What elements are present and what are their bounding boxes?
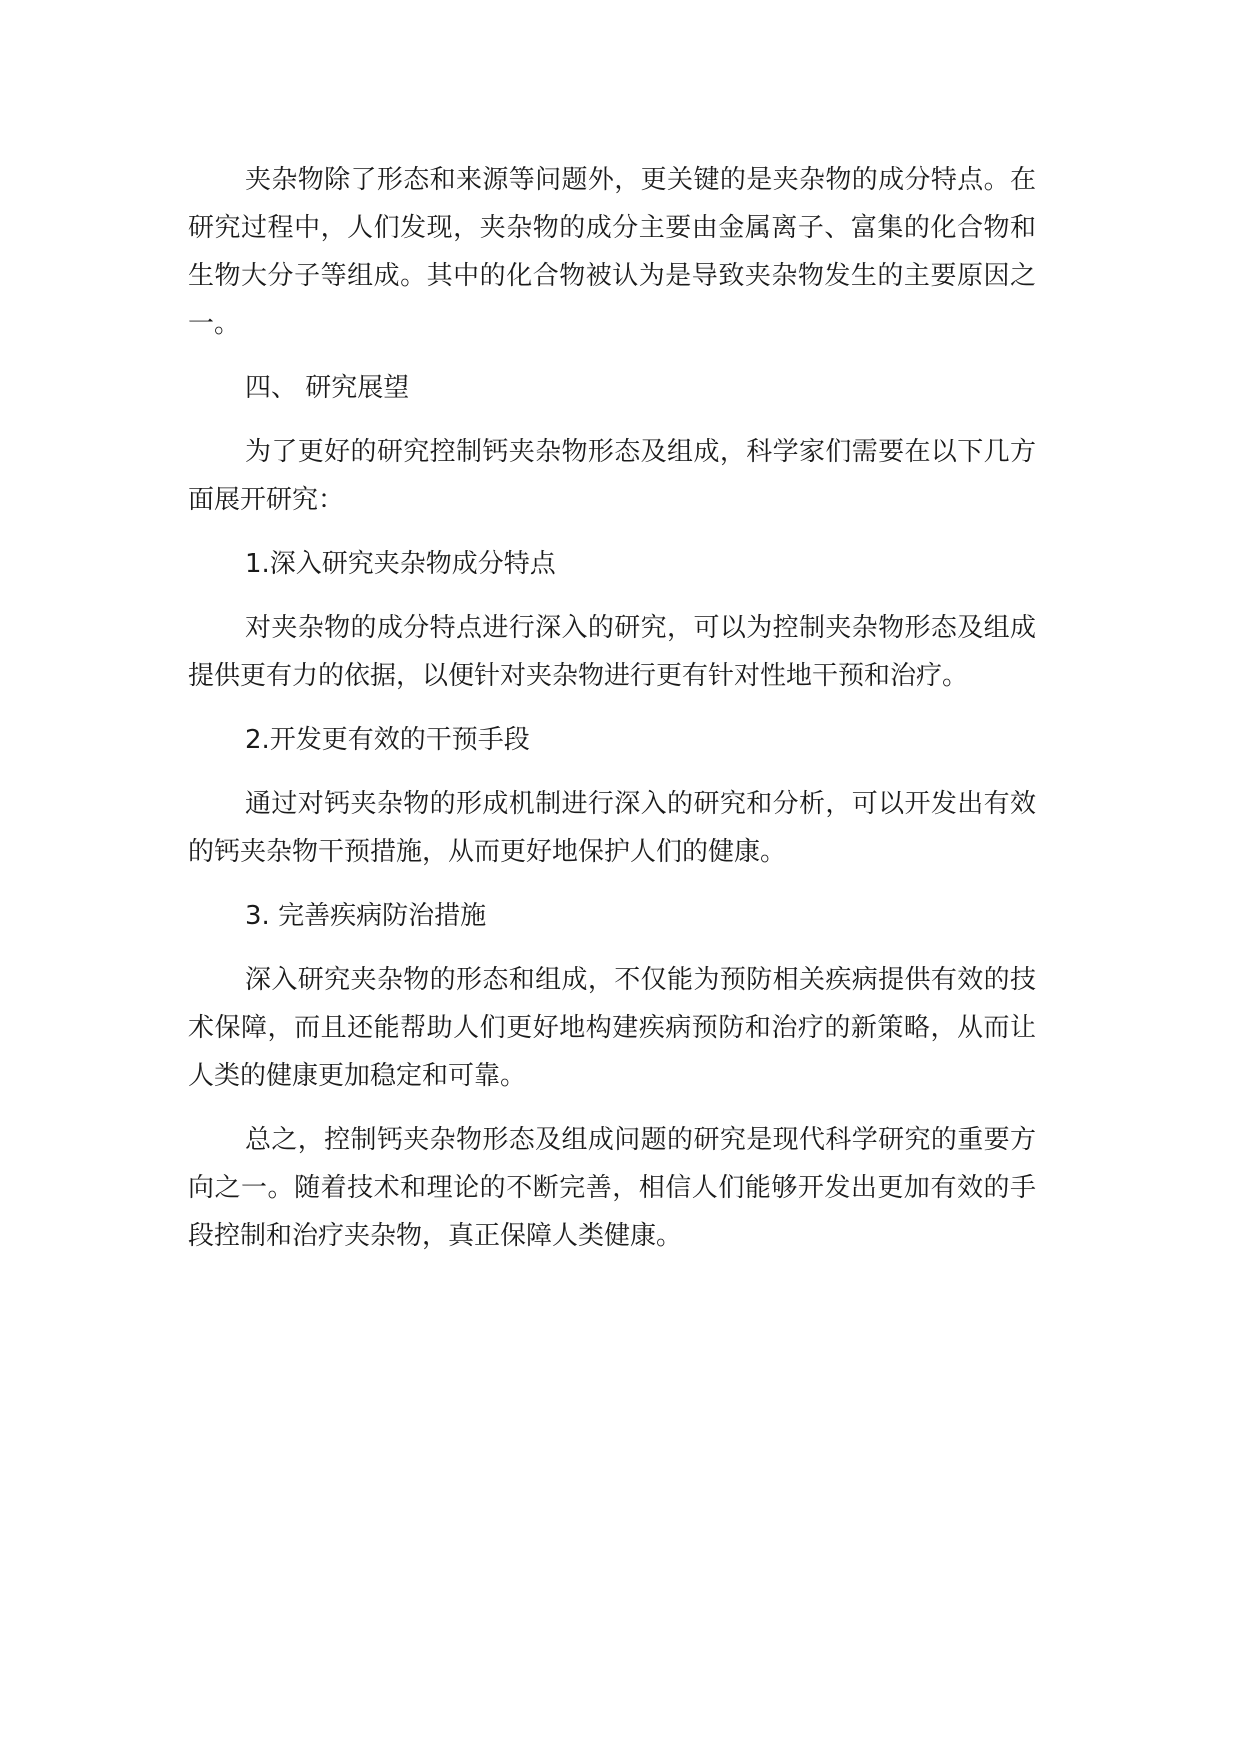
paragraph-composition: 夹杂物除了形态和来源等问题外，更关键的是夹杂物的成分特点。在研究过程中，人们发现，夹杂物的成分主要由金属离子、富集的化合物和生物大分子等组成。其中的化合物被认为是导致夹杂物发生的主要原因之一。 bbox=[188, 165, 1036, 339]
subheading-1: 1.深入研究夹杂物成分特点 bbox=[245, 549, 556, 579]
subheading-3: 3. 完善疾病防治措施 bbox=[245, 901, 487, 931]
subheading-2: 2.开发更有效的干预手段 bbox=[245, 725, 530, 755]
paragraph-1: 对夹杂物的成分特点进行深入的研究，可以为控制夹杂物形态及组成提供更有力的依据，以便针对夹杂物进行更有针对性地干预和治疗。 bbox=[188, 613, 1036, 691]
paragraph-2: 通过对钙夹杂物的形成机制进行深入的研究和分析，可以开发出有效的钙夹杂物干预措施，从而更好地保护人们的健康。 bbox=[188, 789, 1036, 867]
document-body bbox=[188, 156, 1036, 1276]
paragraph-outlook-intro: 为了更好的研究控制钙夹杂物形态及组成，科学家们需要在以下几方面展开研究： bbox=[188, 437, 1036, 515]
section-heading-outlook: 四、 研究展望 bbox=[245, 373, 410, 403]
paragraph-3: 深入研究夹杂物的形态和组成，不仅能为预防相关疾病提供有效的技术保障，而且还能帮助人们更好地构建疾病预防和治疗的新策略，从而让人类的健康更加稳定和可靠。 bbox=[188, 965, 1036, 1091]
paragraph-conclusion: 总之，控制钙夹杂物形态及组成问题的研究是现代科学研究的重要方向之一。随着技术和理论的不断完善，相信人们能够开发出更加有效的手段控制和治疗夹杂物，真正保障人类健康。 bbox=[188, 1125, 1036, 1251]
